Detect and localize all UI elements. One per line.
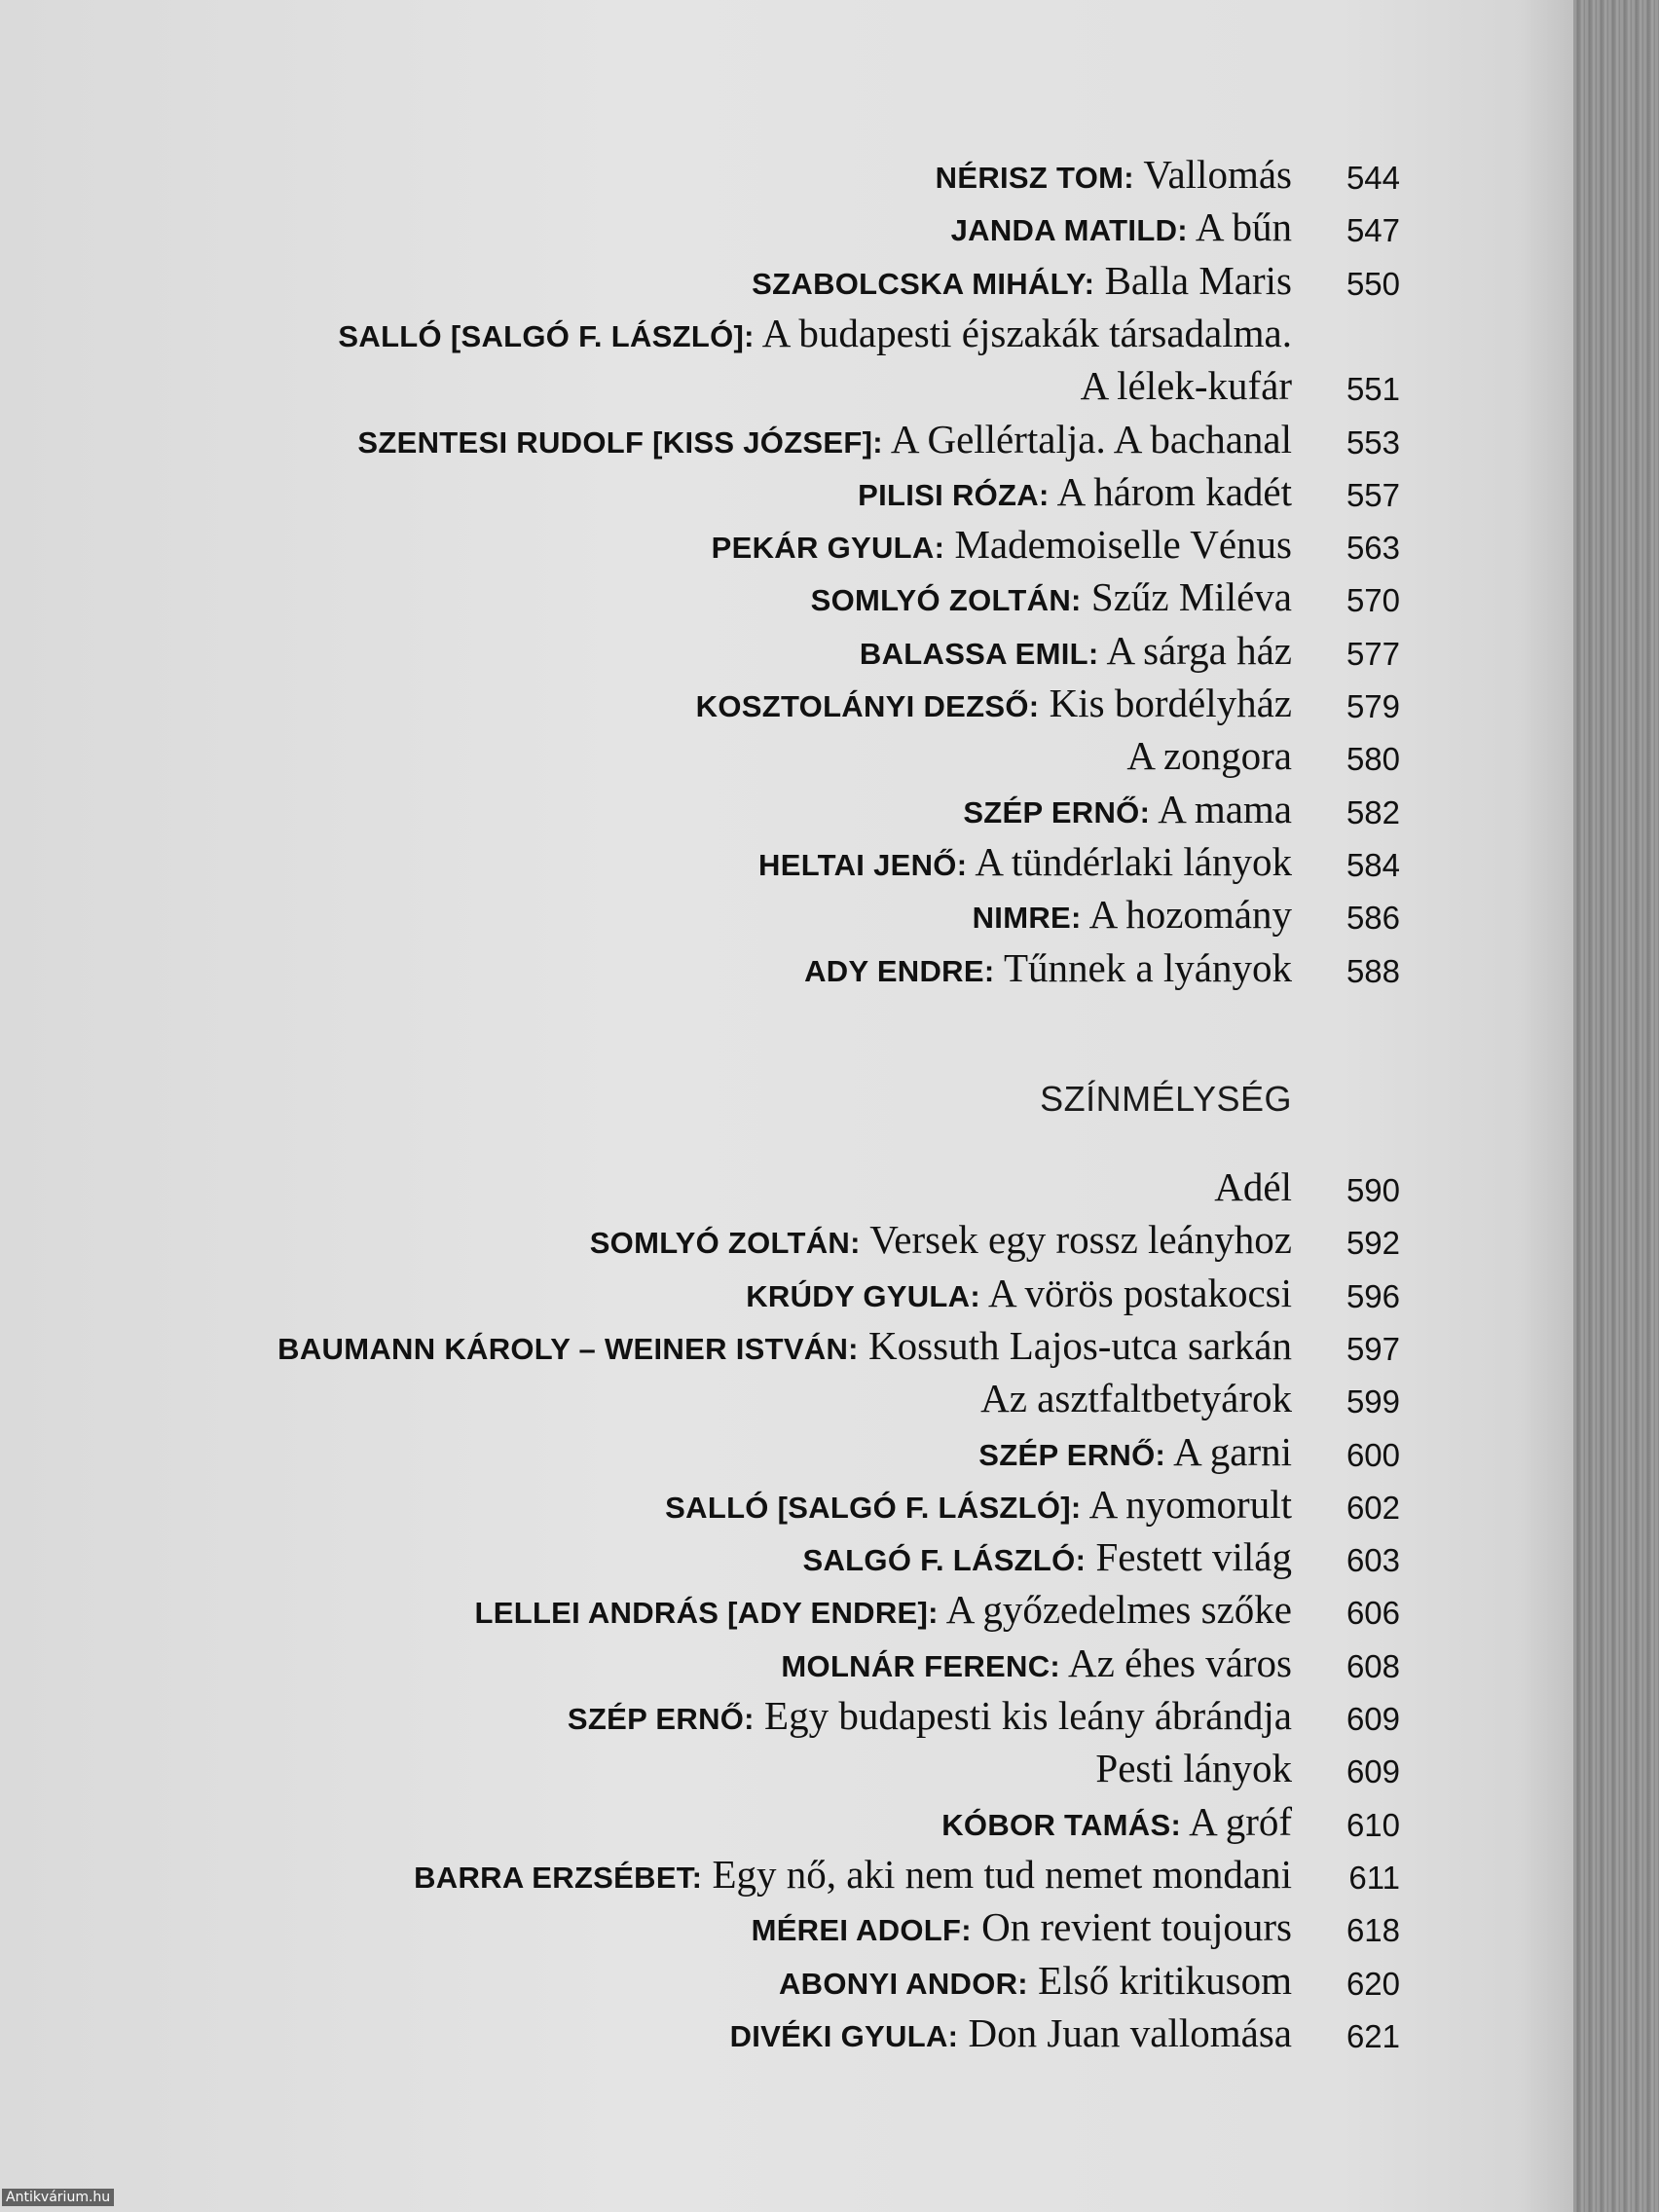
toc-title: A három kadét xyxy=(1056,468,1292,514)
toc-author: NÉRISZ TOM: xyxy=(935,161,1134,195)
toc-author: SALGÓ F. LÁSZLÓ: xyxy=(802,1543,1087,1578)
toc-author: PILISI RÓZA: xyxy=(858,477,1050,512)
toc-entry xyxy=(0,1587,1573,1642)
toc-title: Tűnnek a lyányok xyxy=(1003,944,1292,990)
toc-entry xyxy=(0,1746,1573,1801)
toc-entry xyxy=(0,1322,1573,1379)
toc-entry xyxy=(0,1217,1573,1272)
toc-entry-text xyxy=(665,1481,1292,1531)
toc-title: A Gellértalja. A bachanal xyxy=(890,416,1292,461)
toc-entry-text xyxy=(730,2009,1292,2060)
toc-page-number: 563 xyxy=(1346,530,1400,567)
toc-title: A hozomány xyxy=(1088,892,1292,938)
toc-title: A győzedelmes szőke xyxy=(945,1587,1292,1633)
toc-page-number: 557 xyxy=(1346,476,1400,513)
toc-entry-text xyxy=(758,838,1292,889)
toc-author: SOMLYÓ ZOLTÁN: xyxy=(810,583,1082,618)
toc-page-number: 584 xyxy=(1346,846,1400,883)
toc-entry-text xyxy=(978,1428,1292,1479)
toc-entry-text xyxy=(803,1533,1292,1584)
toc-author: SZENTESI RUDOLF [KISS JÓZSEF]: xyxy=(357,424,883,460)
toc-page-number: 606 xyxy=(1346,1595,1400,1632)
toc-author: PEKÁR GYULA: xyxy=(711,531,945,566)
toc-entry-text xyxy=(338,310,1292,360)
toc-entry-text xyxy=(568,1692,1292,1743)
toc-title: Pesti lányok xyxy=(1095,1746,1292,1791)
toc-title: A zongora xyxy=(1126,733,1292,779)
toc-title: A vörös postakocsi xyxy=(987,1270,1292,1315)
toc-author: KÓBOR TAMÁS: xyxy=(941,1807,1182,1842)
toc-entry-text xyxy=(1081,362,1292,413)
toc-entry xyxy=(0,786,1573,842)
toc-entry-text xyxy=(973,891,1292,941)
toc-entry-text xyxy=(936,151,1292,202)
toc-title: Első kritikusom xyxy=(1038,1957,1292,2003)
toc-entry xyxy=(0,522,1573,577)
toc-title: A budapesti éjszakák társadalma. xyxy=(761,310,1292,355)
toc-entry xyxy=(0,1481,1573,1537)
toc-title: A sárga ház xyxy=(1106,627,1292,673)
toc-entry xyxy=(0,892,1573,947)
toc-page-number: 579 xyxy=(1346,688,1400,724)
toc-entry-text xyxy=(712,521,1292,571)
toc-entry xyxy=(0,1376,1573,1431)
toc-page-number: 547 xyxy=(1346,212,1400,249)
toc-page-number: 582 xyxy=(1346,793,1400,830)
toc-entry xyxy=(0,310,1573,366)
toc-page-number: 596 xyxy=(1346,1277,1400,1314)
toc-page-number: 553 xyxy=(1346,424,1400,461)
toc-entry xyxy=(0,1640,1573,1696)
toc-page-number: 544 xyxy=(1346,160,1400,196)
watermark: Antikvárium.hu xyxy=(2,2189,114,2206)
toc-author: HELTAI JENŐ: xyxy=(758,847,968,882)
toc-page-number: 609 xyxy=(1346,1753,1400,1790)
toc-page-number: 597 xyxy=(1346,1330,1400,1367)
toc-entry-text xyxy=(746,1270,1292,1320)
toc-page-number: 551 xyxy=(1346,371,1400,408)
toc-page-number: 620 xyxy=(1346,1965,1400,2002)
toc-entry xyxy=(0,733,1573,789)
toc-page-number: 599 xyxy=(1346,1383,1400,1420)
toc-author: SZABOLCSKA MIHÁLY: xyxy=(752,266,1095,301)
toc-title: Kis bordélyház xyxy=(1049,681,1292,725)
toc-entry-text xyxy=(781,1640,1292,1690)
toc-entry-text xyxy=(414,1851,1292,1901)
page-edges xyxy=(1573,0,1659,2212)
toc-entry-text xyxy=(1095,1745,1292,1795)
toc-entry-text xyxy=(1126,732,1292,783)
toc-entry-text xyxy=(779,1957,1292,2008)
toc-page-number: 610 xyxy=(1346,1806,1400,1843)
toc-entry-text xyxy=(752,1903,1292,1954)
toc-entry xyxy=(0,1693,1573,1749)
toc-page-number: 592 xyxy=(1346,1225,1400,1262)
toc-entry xyxy=(0,1798,1573,1855)
toc-title: Mademoiselle Vénus xyxy=(954,522,1292,568)
toc-page-number: 602 xyxy=(1346,1489,1400,1526)
toc-title: A lélek-kufár xyxy=(1080,363,1292,409)
toc-author: SOMLYÓ ZOLTÁN: xyxy=(589,1226,861,1261)
toc-entry xyxy=(0,416,1573,472)
toc-entry-text xyxy=(475,1586,1293,1637)
toc-title: Egy nő, aki nem tud nemet mondani xyxy=(712,1851,1292,1897)
toc-entry xyxy=(0,1428,1573,1485)
toc-entry-text xyxy=(858,468,1292,519)
toc-title: Vallomás xyxy=(1143,152,1292,197)
toc-title: Versek egy rossz leányhoz xyxy=(869,1217,1292,1263)
toc-author: SALLÓ [SALGÓ F. LÁSZLÓ]: xyxy=(665,1490,1082,1525)
toc-entry xyxy=(0,681,1573,736)
toc-entry xyxy=(0,152,1573,207)
toc-entry-text xyxy=(980,1375,1292,1425)
toc-title: Egy budapesti kis leány ábrándja xyxy=(764,1693,1292,1738)
toc-author: BALASSA EMIL: xyxy=(859,636,1099,671)
toc-author: SZÉP ERNŐ: xyxy=(978,1437,1166,1472)
toc-author: SALLÓ [SALGÓ F. LÁSZLÓ]: xyxy=(338,318,755,353)
toc-entry xyxy=(0,627,1573,683)
toc-author: ABONYI ANDOR: xyxy=(779,1966,1028,2001)
toc-page-number: 590 xyxy=(1346,1172,1400,1208)
toc-entry xyxy=(0,1851,1573,1907)
toc-title: A garni xyxy=(1173,1428,1292,1474)
toc-entry-text xyxy=(277,1322,1292,1373)
toc-page-number: 609 xyxy=(1346,1701,1400,1737)
toc-author: NIMRE: xyxy=(972,901,1082,936)
section-heading: SZÍNMÉLYSÉG xyxy=(1040,1079,1292,1119)
toc-entry-text xyxy=(1214,1163,1292,1214)
toc-entry-text xyxy=(804,944,1292,995)
toc-title: Szűz Miléva xyxy=(1090,574,1292,620)
toc-entry xyxy=(0,1957,1573,2013)
toc-title: A nyomorult xyxy=(1088,1481,1292,1527)
toc-page-number: 588 xyxy=(1346,952,1400,989)
toc-page-number: 580 xyxy=(1346,741,1400,778)
toc-title: Balla Maris xyxy=(1104,257,1292,303)
toc-author: KRÚDY GYULA: xyxy=(746,1278,980,1313)
toc-entry xyxy=(0,468,1573,525)
toc-author: KOSZTOLÁNYI DEZSŐ: xyxy=(695,689,1040,723)
toc-title: On revient toujours xyxy=(981,1904,1292,1950)
toc-page-number: 577 xyxy=(1346,635,1400,672)
toc-author: MÉREI ADOLF: xyxy=(751,1913,972,1948)
toc-author: SZÉP ERNŐ: xyxy=(567,1702,755,1736)
toc-author: DIVÉKI GYULA: xyxy=(729,2018,959,2053)
toc-entry xyxy=(0,363,1573,419)
toc-title: A bűn xyxy=(1195,204,1292,250)
toc-title: Don Juan vallomása xyxy=(968,2009,1292,2055)
toc-entry xyxy=(0,1534,1573,1590)
toc-entry-text xyxy=(941,1798,1292,1849)
toc-entry xyxy=(0,2009,1573,2066)
toc-entry-text xyxy=(590,1216,1292,1267)
toc-entry-text xyxy=(357,416,1292,466)
toc-entry xyxy=(0,838,1573,895)
toc-page-number: 618 xyxy=(1346,1912,1400,1949)
toc-entry-text xyxy=(951,203,1292,254)
toc-title: A mama xyxy=(1158,786,1292,831)
toc-entry xyxy=(0,1164,1573,1220)
toc-entry-text xyxy=(963,786,1292,836)
toc-entry-text xyxy=(811,573,1292,624)
toc-author: ADY ENDRE: xyxy=(804,953,995,988)
toc-title: Az éhes város xyxy=(1068,1640,1292,1685)
toc-page-number: 621 xyxy=(1346,2017,1400,2054)
toc-title: Kossuth Lajos-utca sarkán xyxy=(868,1322,1292,1368)
toc-entry-text xyxy=(696,680,1292,730)
toc-page-number: 603 xyxy=(1346,1542,1400,1579)
toc-author: BAUMANN KÁROLY – WEINER ISTVÁN: xyxy=(277,1331,859,1366)
toc-title: Festett világ xyxy=(1095,1534,1292,1580)
toc-author: LELLEI ANDRÁS [ADY ENDRE]: xyxy=(474,1596,939,1631)
toc-title: Az asztfaltbetyárok xyxy=(980,1376,1292,1421)
toc-page-number: 570 xyxy=(1346,582,1400,619)
toc-author: MOLNÁR FERENC: xyxy=(781,1648,1061,1683)
toc-entry xyxy=(0,944,1573,1001)
toc-page-number: 611 xyxy=(1348,1859,1400,1896)
toc-entry xyxy=(0,1904,1573,1960)
toc-page-number: 608 xyxy=(1346,1647,1400,1684)
toc-title: A gróf xyxy=(1189,1798,1292,1844)
toc-title: Adél xyxy=(1214,1164,1292,1209)
toc-entry xyxy=(0,574,1573,630)
toc-page-number: 600 xyxy=(1346,1436,1400,1473)
toc-entry xyxy=(0,257,1573,313)
toc-title: A tündérlaki lányok xyxy=(975,838,1292,884)
toc-entry xyxy=(0,1270,1573,1326)
toc-page-number: 550 xyxy=(1346,265,1400,302)
toc-page-number: 586 xyxy=(1346,900,1400,937)
toc-entry-text xyxy=(752,257,1292,308)
toc-entry-text xyxy=(860,627,1292,678)
toc-author: SZÉP ERNŐ: xyxy=(963,794,1151,830)
toc-entry xyxy=(0,204,1573,260)
toc-author: JANDA MATILD: xyxy=(950,213,1188,248)
toc-author: BARRA ERZSÉBET: xyxy=(414,1860,703,1895)
